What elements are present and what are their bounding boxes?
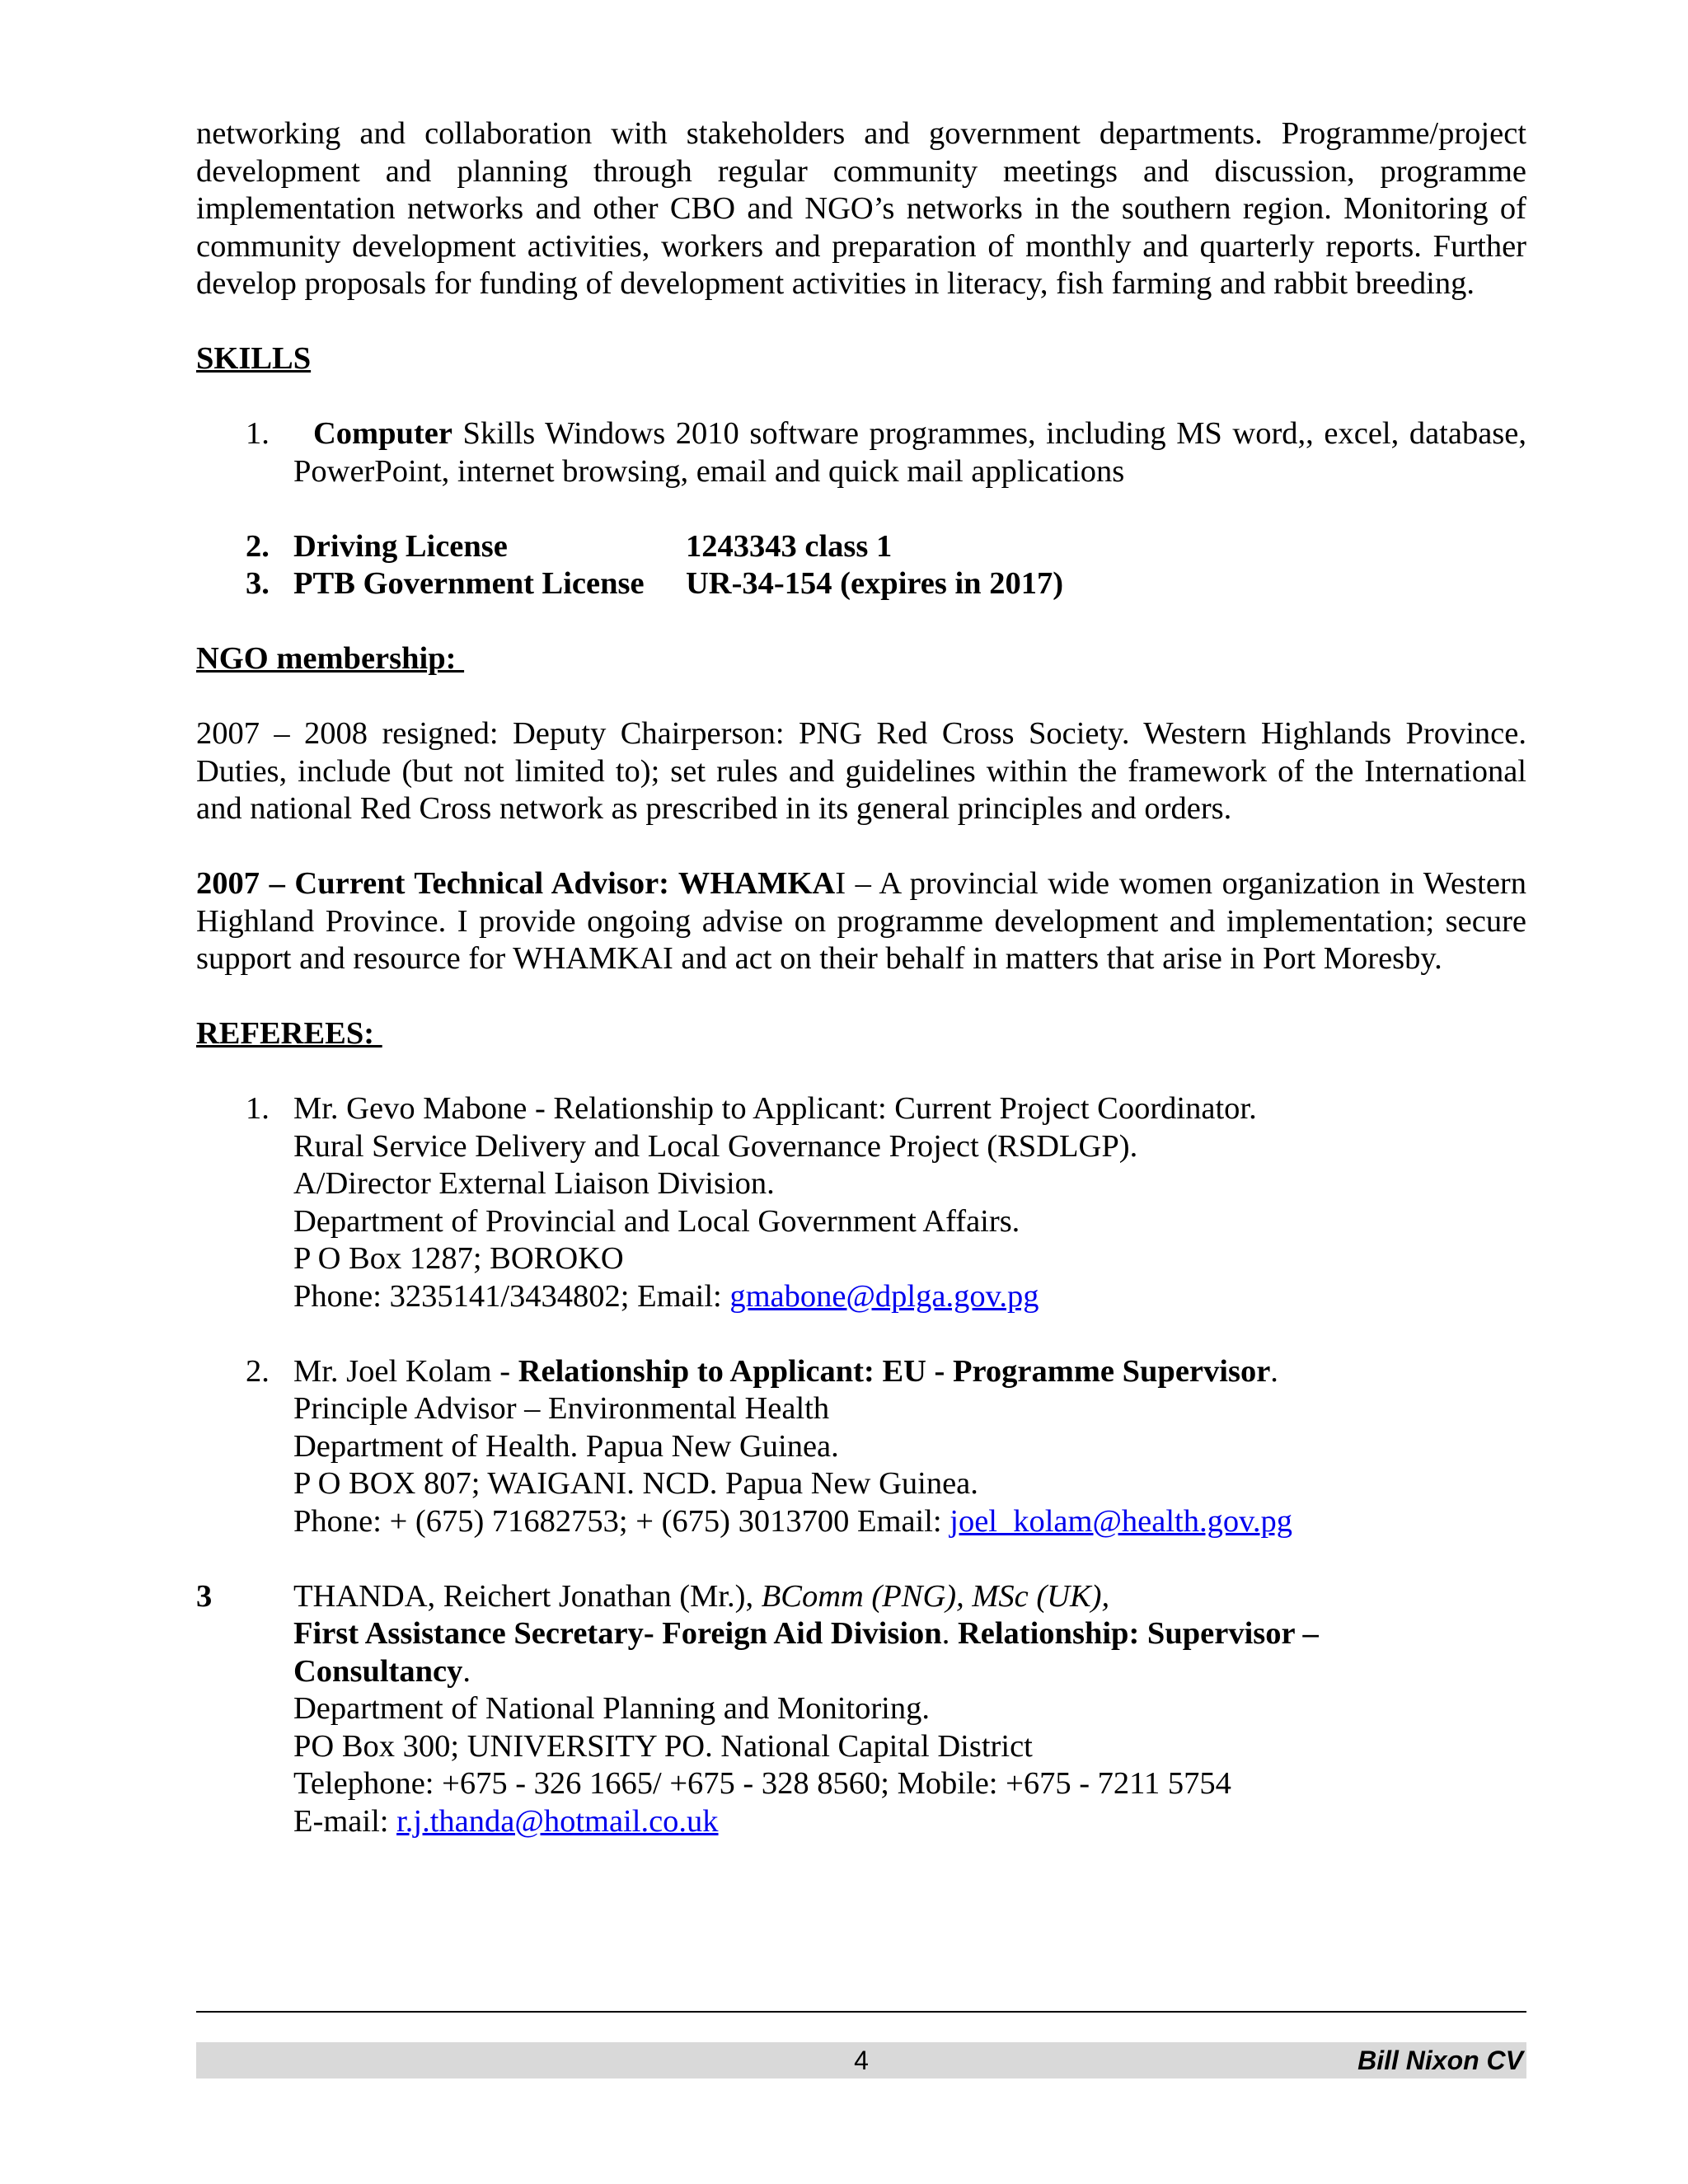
referee-3-contact	[293, 1803, 1362, 1841]
ngo-heading: NGO membership:	[196, 641, 465, 676]
referee-2-name: Mr. Joel Kolam -	[293, 1353, 518, 1389]
referee-2-relationship: Relationship to Applicant: EU - Programme Supervisor	[518, 1353, 1271, 1389]
punctuation: .	[1270, 1353, 1278, 1389]
referee-2-line: P O BOX 807; WAIGANI. NCD. Papua New Guinea.	[293, 1466, 978, 1501]
referee-1-phone: Phone: 3235141/3434802; Email:	[293, 1278, 730, 1314]
list-number: 3.	[246, 566, 270, 601]
punctuation: .	[941, 1616, 958, 1651]
footer-divider	[196, 2011, 1526, 2013]
skill-item-driving	[196, 528, 1526, 566]
referee-3-email-label: E-mail:	[293, 1803, 397, 1839]
whamkai-description: I – A provincial wide women organization in Western Highland Province. I provide ongoing advise on programme development and implementation; secure support and resource for WHAMKAI and act on their behalf in matters that arise in Port Moresby.	[196, 866, 1526, 976]
referee-1-line: Rural Service Delivery and Local Governance Project (RSDLGP).	[293, 1128, 1138, 1164]
referee-1	[196, 1090, 1526, 1315]
driving-license-value: 1243343 class 1	[686, 528, 893, 564]
list-number: 1.	[246, 1091, 270, 1126]
list-number: 2.	[246, 528, 270, 564]
page-content	[196, 115, 1526, 1840]
referee-3-name: THANDA, Reichert Jonathan (Mr.),	[293, 1578, 762, 1614]
referee-2	[196, 1353, 1526, 1541]
page-number: 4	[854, 2046, 869, 2075]
referee-2-email-link[interactable]: joel_kolam@health.gov.pg	[950, 1503, 1292, 1539]
whamkai-role: 2007 – Current Technical Advisor: WHAMKA	[196, 866, 836, 901]
referee-3-line: Telephone: +675 - 326 1665/ +675 - 328 8560; Mobile: +675 - 7211 5754	[293, 1766, 1231, 1801]
referee-2-line: Department of Health. Papua New Guinea.	[293, 1428, 839, 1464]
referee-3-line: Department of National Planning and Monitoring.	[293, 1691, 930, 1726]
skill-item-ptb	[196, 565, 1526, 603]
driving-license-label: Driving License	[293, 528, 508, 564]
skills-heading: SKILLS	[196, 341, 312, 376]
ngo-whamkai-paragraph	[196, 865, 1526, 978]
referee-3	[196, 1578, 1526, 1841]
referee-2-contact	[293, 1503, 1526, 1541]
referee-3-email-link[interactable]: r.j.thanda@hotmail.co.uk	[396, 1803, 719, 1839]
list-number: 1.	[246, 416, 270, 451]
punctuation: .	[462, 1653, 471, 1689]
list-number: 3	[196, 1578, 213, 1614]
referee-2-phone: Phone: + (675) 71682753; + (675) 3013700 Email:	[293, 1503, 950, 1539]
intro-paragraph: networking and collaboration with stakeholders and government departments. Programme/project development and planning through regular community meetings and discussion, programme implementation networks and other CBO and NGO’s networks in the southern region. Monitoring of community development activities, workers and preparation of monthly and quarterly reports. Further develop proposals for funding of development activities in literacy, fish farming and rabbit breeding.	[196, 116, 1526, 301]
referees-heading: REFEREES:	[196, 1016, 382, 1051]
referee-3-line2	[293, 1615, 1362, 1690]
referee-3-title: First Assistance Secretary- Foreign Aid Division	[293, 1616, 942, 1651]
referee-2-line: Principle Advisor – Environmental Health	[293, 1391, 830, 1426]
referee-1-email-link[interactable]: gmabone@dplga.gov.pg	[729, 1278, 1039, 1314]
referee-3-line: PO Box 300; UNIVERSITY PO. National Capital District	[293, 1728, 1033, 1764]
ptb-license-label: PTB Government License	[293, 566, 645, 601]
skill-computer-text: Skills Windows 2010 software programmes, including MS word,, excel, database, PowerPoint, internet browsing, email and quick mail applications	[293, 416, 1526, 489]
referee-3-line1	[293, 1578, 1362, 1616]
footer-document-name: Bill Nixon CV	[1357, 2046, 1523, 2075]
referee-1-line: A/Director External Liaison Division.	[293, 1166, 775, 1201]
referee-3-relationship: Relationship: Supervisor – Consultancy	[293, 1616, 1319, 1689]
referee-2-line1	[293, 1353, 1526, 1391]
referee-1-line: Mr. Gevo Mabone - Relationship to Applicant: Current Project Coordinator.	[293, 1091, 1257, 1126]
referee-1-line: P O Box 1287; BOROKO	[293, 1241, 624, 1276]
referee-1-contact	[293, 1278, 1526, 1316]
ngo-red-cross-paragraph: 2007 – 2008 resigned: Deputy Chairperson: PNG Red Cross Society. Western Highlands Province. Duties, include (but not limited to); set rules and guidelines within the framework of the International and national Red Cross network as prescribed in its general principles and orders.	[196, 716, 1526, 826]
list-number: 2.	[246, 1353, 270, 1389]
skill-computer-label: Computer	[313, 416, 452, 451]
page-footer	[196, 2042, 1526, 2079]
ptb-license-value: UR-34-154 (expires in 2017)	[686, 566, 1064, 601]
skill-item-computer	[196, 415, 1526, 490]
referee-1-line: Department of Provincial and Local Government Affairs.	[293, 1203, 1020, 1239]
referee-3-qualifications: BComm (PNG), MSc (UK),	[761, 1578, 1110, 1614]
